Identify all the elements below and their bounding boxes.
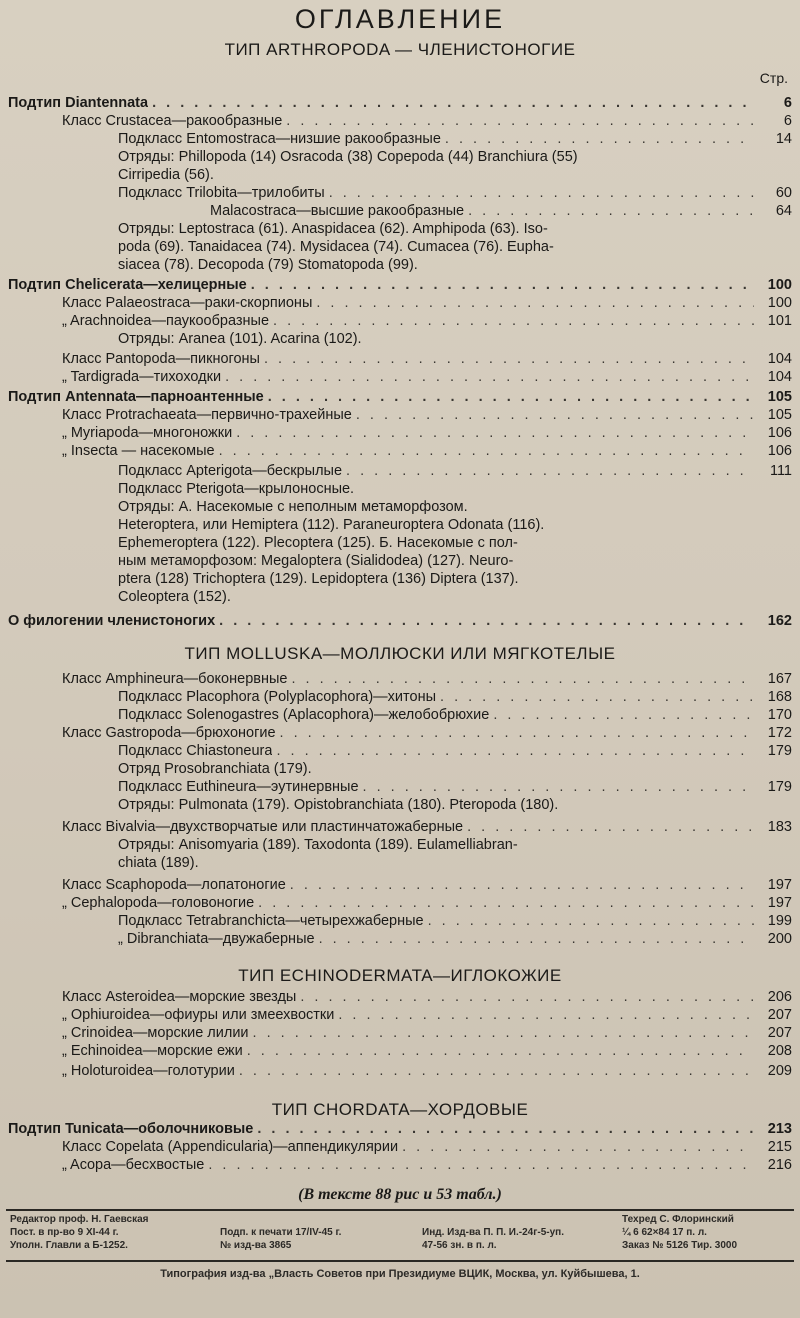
dot-leader	[219, 612, 754, 630]
toc-entry-text: Ephemeroptera (122). Plecoptera (125). Б. Насекомые с пол-	[118, 535, 518, 551]
toc-entry-text: Отряды: Aranea (101). Acarina (102).	[118, 331, 362, 347]
toc-entry-text: Cirripedia (56).	[118, 167, 214, 183]
toc-entry-text: „ Myriapoda—многоножки	[62, 425, 233, 441]
toc-page-number: 208	[767, 1043, 792, 1059]
toc-entry-text: О филогении членистоногих	[8, 613, 216, 629]
colophon-line	[220, 1213, 341, 1226]
dot-leader	[280, 724, 754, 742]
toc-entry-text: chiata (189).	[118, 855, 199, 871]
toc-page-number: 207	[767, 1007, 792, 1023]
toc-entry-text: Подтип Tunicata—оболочниковые	[8, 1121, 254, 1137]
colophon-line: Уполн. Главли а Б-1252.	[10, 1240, 128, 1251]
toc-entry	[0, 312, 792, 330]
toc-page-number: 105	[767, 389, 792, 405]
dot-leader	[247, 1042, 754, 1060]
colophon-line: Заказ № 5126 Тир. 3000	[622, 1240, 737, 1251]
toc-entry-text: Подкласс Placophora (Polyplacophora)—хитоны	[118, 689, 437, 705]
dot-leader	[291, 670, 754, 688]
toc-entry-text: „ Crinoidea—морские лилии	[62, 1025, 249, 1041]
toc-page-number: 60	[775, 185, 792, 201]
toc-entry	[0, 238, 788, 256]
toc-page-number: 104	[767, 351, 792, 367]
toc-page-number: 183	[767, 819, 792, 835]
dot-leader	[319, 930, 754, 948]
type-heading-chordata: ТИП CHORDATA—ХОРДОВЫЕ	[271, 1100, 529, 1119]
dot-leader	[268, 388, 754, 406]
toc-page-number: 101	[767, 313, 792, 329]
dot-leader	[239, 1062, 754, 1080]
dot-leader	[236, 424, 754, 442]
toc-entry	[0, 818, 792, 836]
dot-leader	[346, 462, 754, 480]
toc-entry	[0, 368, 792, 386]
dot-leader	[445, 130, 754, 148]
colophon-line: Редактор проф. Н. Гаевская	[10, 1214, 149, 1225]
toc-entry	[0, 1062, 792, 1080]
toc-entry	[0, 534, 788, 552]
toc-entry-text: Подкласс Pterigota—крылоносные.	[118, 481, 355, 497]
dot-leader	[253, 1024, 754, 1042]
toc-page-number: 106	[767, 425, 792, 441]
toc-entry	[0, 148, 788, 166]
dot-leader	[251, 276, 754, 294]
dot-leader	[329, 184, 754, 202]
toc-page-number: 206	[767, 989, 792, 1005]
toc-entry	[0, 742, 792, 760]
colophon	[10, 1213, 790, 1257]
toc-entry-text: „ Insecta — насекомые	[62, 443, 215, 459]
toc-entry	[0, 894, 792, 912]
toc-entry	[0, 570, 788, 588]
dot-leader	[264, 350, 754, 368]
toc-entry	[0, 854, 788, 872]
toc-page-number: 100	[767, 277, 792, 293]
page-column-label: Стр.	[759, 70, 788, 86]
toc-page-number: 111	[769, 463, 792, 479]
dot-leader	[356, 406, 754, 424]
toc-page-number: 14	[775, 131, 792, 147]
toc-entry-text: „ Tardigrada—тихоходки	[62, 369, 222, 385]
toc-entry	[0, 406, 792, 424]
toc-page-number: 213	[767, 1121, 792, 1137]
toc-entry-text: Класс Bivalvia—двухстворчатые или пластинчатожаберные	[62, 819, 464, 835]
toc-entry-text: Подтип Antennata—парноантенные	[8, 389, 264, 405]
toc-entry	[0, 760, 788, 778]
toc-entry	[0, 1156, 792, 1174]
colophon-col-2	[220, 1213, 341, 1252]
dot-leader	[258, 894, 754, 912]
toc-entry-text: Подкласс Solenogastres (Aplacophora)—желобобрюхие	[118, 707, 490, 723]
colophon-col-4	[622, 1213, 737, 1252]
toc-entry-text: ным метаморфозом: Megaloptera (Sialidodea) (127). Neuro-	[118, 553, 514, 569]
toc-entry-text: Подкласс Tetrabranchicta—четырехжаберные	[118, 913, 424, 929]
toc-page-number: 179	[767, 779, 792, 795]
toc-page-number: 199	[767, 913, 792, 929]
toc-entry	[0, 112, 792, 130]
toc-entry	[0, 670, 792, 688]
toc-page-number: 197	[767, 877, 792, 893]
toc-page-number: 162	[767, 613, 792, 629]
toc-entry-text: Подкласс Euthineura—эутинервные	[118, 779, 359, 795]
toc-entry	[0, 612, 792, 630]
colophon-col-3	[422, 1213, 564, 1252]
toc-entry-text: Отряды: Leptostraca (61). Anaspidacea (62). Amphipoda (63). Iso-	[118, 221, 548, 237]
printer-line: Типография изд-ва „Власть Советов при Президиуме ВЦИК, Москва, ул. Куйбышева, 1.	[160, 1268, 640, 1280]
toc-page-number: 104	[767, 369, 792, 385]
colophon-line: Инд. Изд-ва П. П. И.-24г-5-уп.	[422, 1227, 564, 1238]
toc-entry	[0, 988, 792, 1006]
toc-entry-text: Класс Pantopoda—пикногоны	[62, 351, 260, 367]
toc-entry-text: Отряды: Phillopoda (14) Osracoda (38) Copepoda (44) Branchiura (55)	[118, 149, 578, 165]
toc-entry	[0, 130, 792, 148]
colophon-line: Подп. к печати 17/IV-45 г.	[220, 1227, 342, 1238]
toc-page-number: 207	[767, 1025, 792, 1041]
colophon-line: ¼ 6 62×84 17 п. л.	[622, 1227, 707, 1238]
toc-entry	[0, 876, 792, 894]
toc-entry	[0, 184, 792, 202]
toc-entry	[0, 256, 788, 274]
dot-leader	[152, 94, 754, 112]
colophon-line: № изд-ва 3865	[220, 1240, 292, 1251]
toc-entry	[0, 552, 788, 570]
type-heading-mollusca: ТИП MOLLUSKA—МОЛЛЮСКИ ИЛИ МЯГКОТЕЛЫЕ	[184, 644, 616, 663]
dot-leader	[402, 1138, 754, 1156]
colophon-line	[422, 1213, 564, 1226]
toc-entry-text: Подтип Diantennata	[8, 95, 149, 111]
toc-entry	[0, 350, 792, 368]
toc-entry-text: Подкласс Chiastoneura	[118, 743, 273, 759]
toc-entry-text: „ Cephalopoda—головоногие	[62, 895, 255, 911]
dot-leader	[493, 706, 754, 724]
colophon-line: Техред С. Флоринский	[622, 1214, 734, 1225]
divider-top	[6, 1209, 794, 1211]
toc-entry-text: Класс Asteroidea—морские звезды	[62, 989, 297, 1005]
dot-leader	[338, 1006, 754, 1024]
toc-entry-text: Отряды: А. Насекомые с неполным метаморфозом.	[118, 499, 468, 515]
toc-entry	[0, 778, 792, 796]
toc-entry-text: „ Holoturoidea—голотурии	[62, 1063, 235, 1079]
type-heading-arthropoda: ТИП ARTHROPODA — ЧЛЕНИСТОНОГИЕ	[224, 40, 576, 59]
toc-entry	[0, 442, 792, 460]
dot-leader	[276, 742, 754, 760]
toc-entry-text: Heteroptera, или Hemiptera (112). Paraneuroptera Odonata (116).	[118, 517, 545, 533]
toc-entry-text: poda (69). Tanaidacea (74). Mysidacea (74). Cumacea (76). Eupha-	[118, 239, 554, 255]
toc-entry	[0, 388, 792, 406]
toc-entry	[0, 796, 788, 814]
dot-leader	[428, 912, 754, 930]
toc-entry	[0, 836, 788, 854]
colophon-col-1	[10, 1213, 149, 1252]
toc-entry-text: Coleoptera (152).	[118, 589, 231, 605]
toc-entry-text: Класс Palaeostraca—раки-скорпионы	[62, 295, 313, 311]
dot-leader	[225, 368, 754, 386]
dot-leader	[300, 988, 754, 1006]
dot-leader	[316, 294, 754, 312]
toc-page-number: 167	[767, 671, 792, 687]
toc-page-number: 215	[767, 1139, 792, 1155]
dot-leader	[257, 1120, 754, 1138]
toc-entry	[0, 1120, 792, 1138]
toc-entry	[0, 516, 788, 534]
toc-entry-text: „ Ophiuroidea—офиуры или змеехвостки	[62, 1007, 335, 1023]
toc-page-number: 106	[767, 443, 792, 459]
toc-entry	[0, 498, 788, 516]
toc-entry	[0, 330, 788, 348]
toc-entry-text: Класс Gastropoda—брюхоногие	[62, 725, 276, 741]
toc-entry-text: Класс Crustacea—ракообразные	[62, 113, 283, 129]
toc-entry	[0, 588, 788, 606]
toc-page-number: 172	[767, 725, 792, 741]
toc-entry	[0, 706, 792, 724]
toc-entry	[0, 202, 792, 220]
toc-entry	[0, 424, 792, 442]
toc-page-number: 100	[767, 295, 792, 311]
toc-entry	[0, 220, 788, 238]
toc-entry	[0, 1024, 792, 1042]
toc-entry-text: Класс Protrachaeata—первично-трахейные	[62, 407, 352, 423]
toc-entry-text: Отряды: Pulmonata (179). Opistobranchiata (180). Pteropoda (180).	[118, 797, 559, 813]
dot-leader	[363, 778, 754, 796]
toc-entry-text: „ Arachnoidea—паукообразные	[62, 313, 270, 329]
toc-entry	[0, 724, 792, 742]
toc-entry-text: Отряд Prosobranchiata (179).	[118, 761, 312, 777]
toc-entry-text: siacea (78). Decopoda (79) Stomatopoda (99).	[118, 257, 418, 273]
colophon-line: Пост. в пр-во 9 XI-44 г.	[10, 1227, 119, 1238]
divider-bottom	[6, 1260, 794, 1262]
toc-entry-text: ptera (128) Trichoptera (129). Lepidoptera (136) Diptera (137).	[118, 571, 519, 587]
toc-page-number: 197	[767, 895, 792, 911]
toc-page-number: 179	[767, 743, 792, 759]
toc-entry-text: „ Acopa—бесхвостые	[62, 1157, 205, 1173]
toc-entry-text: Класс Copelata (Appendicularia)—аппендикулярии	[62, 1139, 399, 1155]
toc-entry	[0, 480, 788, 498]
toc-entry	[0, 1042, 792, 1060]
toc-entry	[0, 276, 792, 294]
colophon-line: 47-56 зн. в п. л.	[422, 1240, 497, 1251]
dot-leader	[273, 312, 754, 330]
toc-page-number: 170	[767, 707, 792, 723]
toc-entry	[0, 166, 788, 184]
dot-leader	[208, 1156, 754, 1174]
dot-leader	[290, 876, 754, 894]
dot-leader	[468, 202, 754, 220]
toc-entry-text: „ Dibranchiata—двужаберные	[118, 931, 315, 947]
toc-page-number: 200	[767, 931, 792, 947]
toc-entry	[0, 912, 792, 930]
dot-leader	[467, 818, 754, 836]
dot-leader	[219, 442, 754, 460]
toc-page-number: 6	[783, 113, 792, 129]
toc-entry-text: Подкласс Entomostraca—низшие ракообразные	[118, 131, 441, 147]
page-title: ОГЛАВЛЕНИЕ	[294, 4, 506, 34]
toc-entry-text: „ Echinoidea—морские ежи	[62, 1043, 243, 1059]
dot-leader	[440, 688, 754, 706]
toc-page-number: 64	[775, 203, 792, 219]
toc-entry-text: Класс Scaphopoda—лопатоногие	[62, 877, 286, 893]
toc-entry	[0, 462, 792, 480]
toc-entry-text: Подтип Chelicerata—хелицерные	[8, 277, 247, 293]
toc-page-number: 6	[783, 95, 792, 111]
figures-caption: (В тексте 88 рис и 53 табл.)	[298, 1186, 502, 1203]
toc-page-number: 168	[767, 689, 792, 705]
toc-page-number: 216	[767, 1157, 792, 1173]
dot-leader	[286, 112, 754, 130]
toc-entry	[0, 1006, 792, 1024]
toc-entry-text: Класс Amphineura—боконервные	[62, 671, 288, 687]
type-heading-echinodermata: ТИП ECHINODERMATA—ИГЛОКОЖИЕ	[238, 966, 562, 985]
toc-entry-text: Подкласс Apterigota—бескрылые	[118, 463, 343, 479]
toc-entry-text: Подкласс Trilobita—трилобиты	[118, 185, 325, 201]
toc-page-number: 105	[767, 407, 792, 423]
toc-entry	[0, 1138, 792, 1156]
toc-entry-text: Malacostraca—высшие ракообразные	[210, 203, 465, 219]
toc-entry	[0, 294, 792, 312]
toc-entry	[0, 94, 792, 112]
toc-entry	[0, 930, 792, 948]
toc-entry	[0, 688, 792, 706]
toc-entry-text: Отряды: Anisomyaria (189). Taxodonta (189). Eulamelliabran-	[118, 837, 518, 853]
toc-page-number: 209	[767, 1063, 792, 1079]
